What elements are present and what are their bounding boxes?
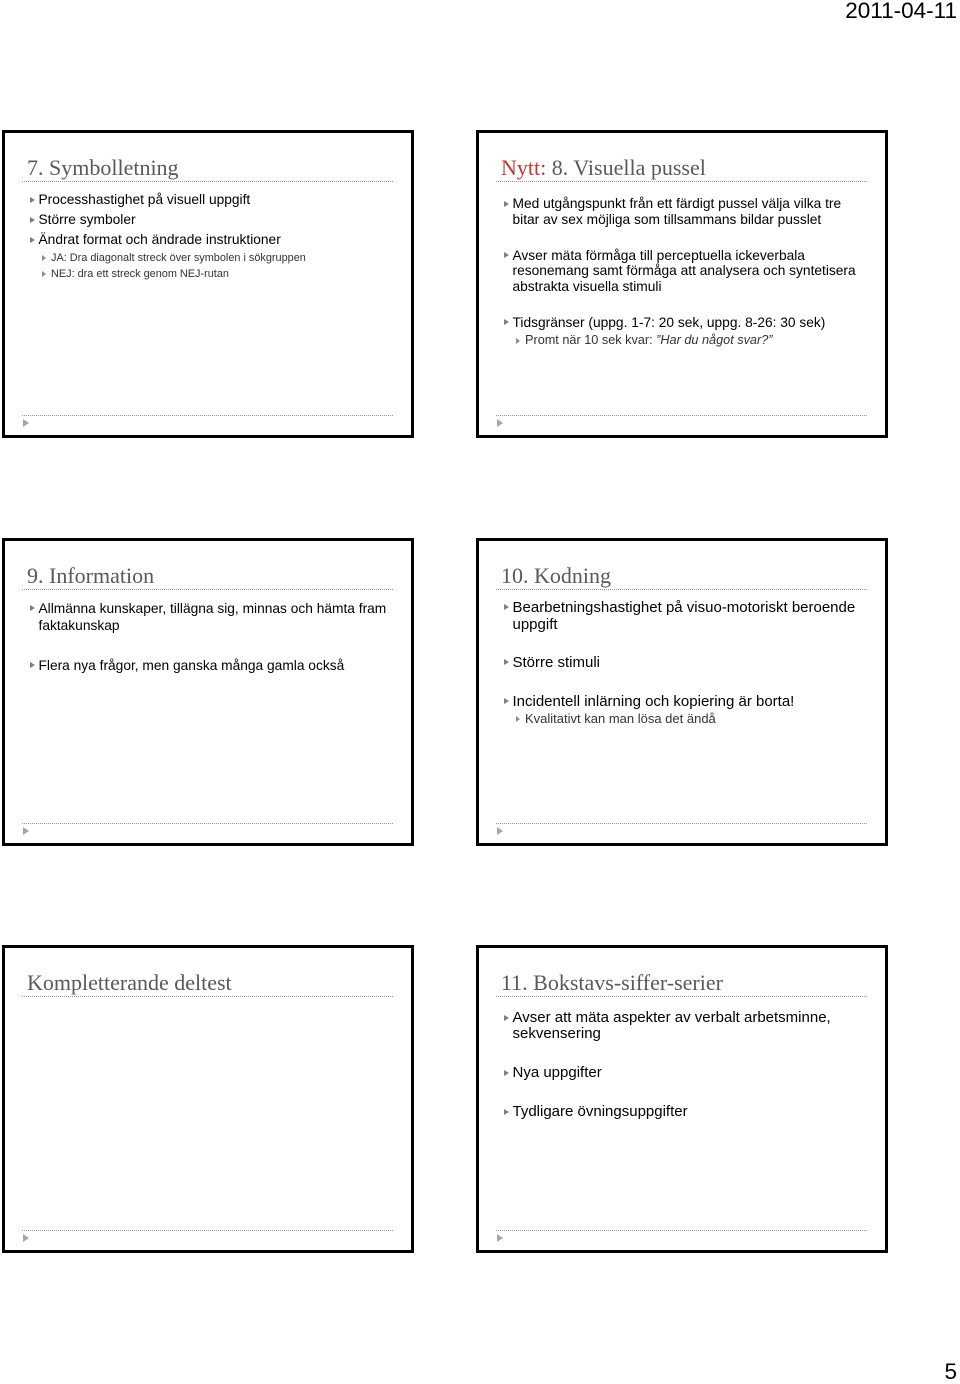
footer-arrow-icon [23, 827, 29, 835]
slide-visuella-pussel [476, 130, 888, 438]
bullet-text: Tydligare övningsuppgifter [512, 1103, 688, 1120]
footer-arrow-icon [23, 1234, 29, 1242]
bullet-item [479, 599, 879, 633]
slide-title: Kompletterande deltest [27, 970, 232, 995]
slide-title: 10. Kodning [501, 563, 611, 588]
footer-arrow-icon [497, 1234, 503, 1242]
page-number: 5 [944, 1359, 957, 1384]
title-divider [22, 181, 393, 182]
bullet-list [479, 1010, 879, 1120]
bullet-item [5, 600, 405, 634]
title-divider [496, 589, 867, 590]
bullet-text: Med utgångspunkt från ett färdigt pussel välja vilka tre bitar av sex möjliga som tillsammans bildar pusslet [512, 196, 842, 227]
bullet-item [479, 1065, 879, 1081]
slide-information [2, 538, 414, 846]
bullet-arrow-icon [30, 237, 35, 243]
bullet-arrow-icon [504, 252, 509, 258]
slide-title: 7. Symbolletning [27, 155, 179, 180]
bullet-text: Incidentell inlärning och kopiering är borta! [512, 692, 795, 710]
bullet-text: Flera nya frågor, men ganska många gamla också [38, 657, 345, 673]
footer-divider [496, 1230, 867, 1231]
sub-bullet-quote: ”Har du något svar?” [656, 333, 773, 348]
bullet-item [5, 657, 405, 674]
bullet-text: Processhastighet på visuell uppgift [38, 192, 251, 207]
sub-bullet-arrow-icon [516, 716, 520, 722]
bullet-arrow-icon [504, 201, 509, 207]
bullet-item [479, 1104, 879, 1120]
bullet-arrow-icon [504, 1015, 509, 1021]
footer-divider [22, 415, 393, 416]
sub-bullet-item [39, 250, 406, 266]
slide-kompletterande-deltest [2, 945, 414, 1253]
bullet-text: Avser mäta förmåga till perceptuella ickeverbala resonemang samt förmåga att analysera och syntetisera abstrakta visuella stimuli [512, 247, 856, 294]
bullet-item [479, 654, 879, 671]
footer-divider [496, 823, 867, 824]
bullet-arrow-icon [504, 604, 509, 610]
slide-title [501, 156, 706, 180]
bullet-item [479, 693, 879, 728]
bullet-text: Bearbetningshastighet på visuo-motoriskt beroende uppgift [512, 598, 856, 633]
bullet-arrow-icon [504, 698, 509, 704]
title-divider [22, 589, 393, 590]
title-divider [496, 181, 867, 182]
slide-symbolletning [2, 130, 414, 438]
sub-bullet-item [513, 711, 880, 727]
sub-bullet-arrow-icon [42, 271, 46, 277]
slide-title-new-label: Nytt: [501, 155, 547, 180]
bullet-arrow-icon [30, 662, 35, 668]
bullet-arrow-icon [30, 197, 35, 203]
bullet-list [479, 196, 879, 349]
sub-bullet-item [513, 333, 880, 349]
bullet-text: Allmänna kunskaper, tillägna sig, minnas och hämta fram faktakunskap [38, 600, 387, 633]
bullet-item [5, 210, 405, 230]
bullet-arrow-icon [504, 659, 509, 665]
bullet-item [5, 230, 405, 282]
slide-bokstavs-siffer-serier [476, 945, 888, 1253]
bullet-text: Större symboler [38, 212, 136, 227]
sub-bullet-text: JA: Dra diagonalt streck över symbolen i sökgruppen [51, 252, 306, 264]
sub-bullet-text: NEJ: dra ett streck genom NEJ-rutan [51, 268, 229, 280]
sub-bullet-item [39, 266, 406, 282]
bullet-text: Avser att mäta aspekter av verbalt arbetsminne, sekvensering [512, 1009, 831, 1042]
sub-bullet-text: Promt när 10 sek kvar: [525, 333, 653, 348]
title-divider [496, 996, 867, 997]
bullet-arrow-icon [504, 1109, 509, 1115]
sub-bullet-arrow-icon [516, 338, 520, 344]
slide-title-text: 8. Visuella pussel [551, 155, 706, 180]
sub-bullet-text: Kvalitativt kan man lösa det ändå [525, 711, 716, 726]
bullet-text: Ändrat format och ändrade instruktioner [38, 232, 281, 247]
footer-divider [22, 1230, 393, 1231]
sub-bullet-arrow-icon [42, 255, 46, 261]
bullet-list [5, 190, 405, 282]
bullet-text: Tidsgränser (uppg. 1-7: 20 sek, uppg. 8-26: 30 sek) [512, 314, 826, 330]
footer-arrow-icon [497, 827, 503, 835]
bullet-item [479, 248, 879, 295]
bullet-item [5, 190, 405, 210]
footer-arrow-icon [23, 419, 29, 427]
bullet-item [479, 196, 879, 227]
slide-kodning [476, 538, 888, 846]
bullet-arrow-icon [30, 217, 35, 223]
footer-divider [496, 415, 867, 416]
bullet-text: Större stimuli [512, 654, 601, 671]
handout-date: 2011-04-11 [845, 0, 957, 23]
bullet-arrow-icon [30, 605, 35, 611]
bullet-arrow-icon [504, 319, 509, 325]
bullet-list [5, 600, 405, 674]
title-divider [22, 996, 393, 997]
slide-title: 11. Bokstavs-siffer-serier [501, 970, 723, 995]
bullet-item [479, 315, 879, 349]
footer-divider [22, 823, 393, 824]
bullet-text: Nya uppgifter [512, 1064, 602, 1081]
bullet-item [479, 1010, 879, 1042]
footer-arrow-icon [497, 419, 503, 427]
bullet-arrow-icon [504, 1070, 509, 1076]
bullet-list [479, 599, 879, 728]
slide-title: 9. Information [27, 563, 155, 588]
